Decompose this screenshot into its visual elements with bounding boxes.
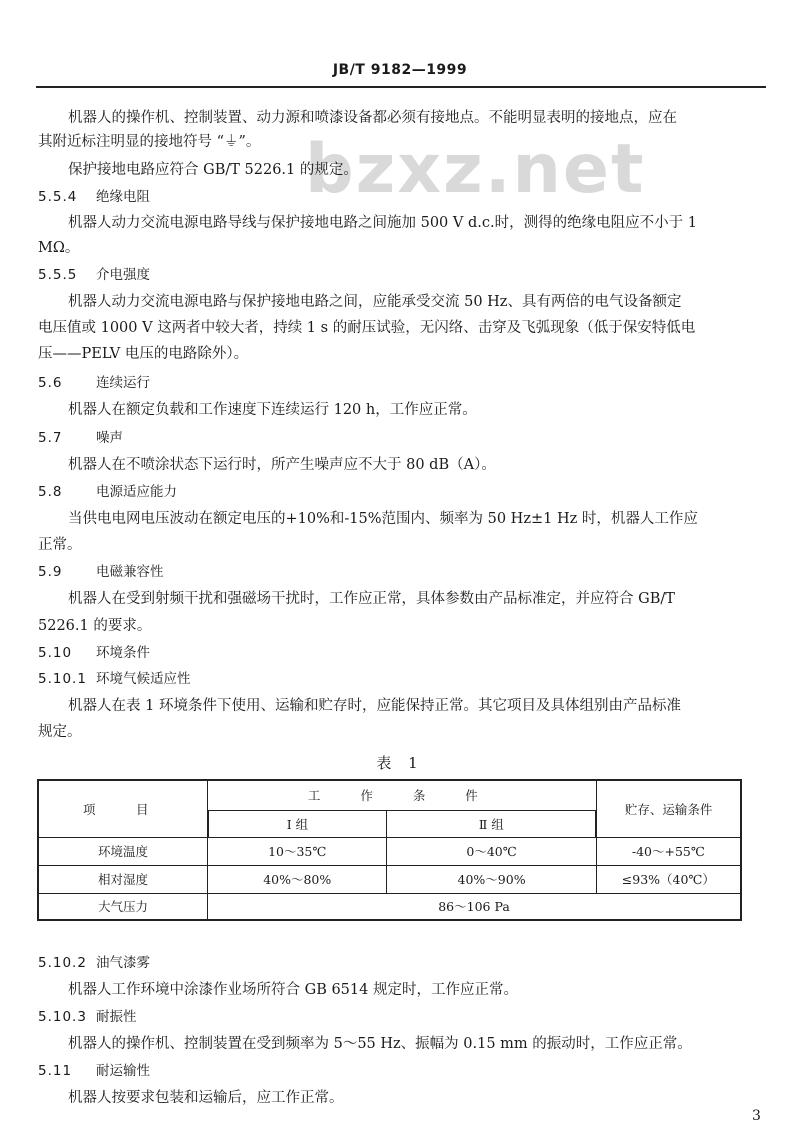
section-text: 机器人动力交流电源电路导线与保护接地电路之间施加 500 V d.c.时，测得的绝缘电阻应不小于 1: [68, 215, 697, 231]
section-number: 5.10.3: [38, 1009, 87, 1025]
watermark: bzxz.net: [305, 130, 646, 209]
section-heading-5-10-1: [38, 669, 191, 689]
standard-id-header: JB/T 9182—1999: [332, 62, 468, 78]
section-number: 5.7: [38, 430, 63, 446]
table-row: [38, 837, 741, 865]
section-number: 5.10.2: [38, 955, 87, 971]
paragraph-protective-ground: 保护接地电路应符合 GB/T 5226.1 的规定。: [68, 162, 358, 178]
table-header-storage-transport: 贮存、运输条件: [596, 780, 741, 837]
section-title: 耐振性: [96, 1009, 137, 1025]
section-title: 绝缘电阻: [96, 189, 150, 205]
section-heading-5-8: [38, 482, 177, 502]
section-heading-5-5-5: [38, 265, 150, 285]
paragraph-grounding-line1: 机器人的操作机、控制装置、动力源和喷漆设备都必须有接地点。不能明显表明的接地点，应在: [68, 110, 677, 126]
table-header-group-2: Ⅱ 组: [387, 810, 596, 837]
section-number: 5.5.5: [38, 267, 78, 283]
section-title: 油气漆雾: [96, 955, 150, 971]
section-number: 5.5.4: [38, 189, 78, 205]
table-cell: 40%～90%: [387, 865, 596, 893]
table-header-item: 项 目: [38, 780, 208, 837]
section-text: 正常。: [38, 537, 82, 553]
section-text: 机器人动力交流电源电路与保护接地电路之间，应能承受交流 50 Hz、具有两倍的电气设备额定: [68, 294, 682, 310]
table-cell: -40～+55℃: [596, 837, 741, 865]
section-number: 5.11: [38, 1063, 73, 1079]
table-header-working-conditions: 工 作 条 件: [208, 780, 597, 810]
section-heading-5-10-3: [38, 1007, 137, 1027]
section-heading-5-5-4: [38, 187, 150, 207]
section-text: 压——PELV 电压的电路除外）。: [38, 346, 249, 362]
section-heading-5-11: [38, 1061, 150, 1081]
table-row: [38, 893, 741, 920]
section-text: 机器人在表 1 环境条件下使用、运输和贮存时，应能保持正常。其它项目及具体组别由产品标准: [68, 698, 681, 714]
header-rule: [36, 86, 766, 88]
section-text: 机器人在受到射频干扰和强磁场干扰时，工作应正常，具体参数由产品标准定，并应符合 GB/T: [68, 591, 675, 607]
section-number: 5.10.1: [38, 671, 87, 687]
paragraph-grounding-line2: 其附近标注明显的接地符号 “⏚”。: [38, 134, 261, 150]
section-text: 机器人在不喷涂状态下运行时，所产生噪声应不大于 80 dB（A）。: [68, 457, 496, 473]
table-caption: 表 1: [376, 754, 424, 772]
section-number: 5.6: [38, 375, 63, 391]
section-number: 5.9: [38, 564, 63, 580]
table-header-group-1: Ⅰ 组: [208, 810, 387, 837]
section-text: 5226.1 的要求。: [38, 618, 152, 634]
table-cell-label: 大气压力: [38, 893, 208, 920]
section-title: 环境气候适应性: [96, 671, 191, 687]
section-title: 连续运行: [96, 375, 150, 391]
table-cell: 40%～80%: [208, 865, 387, 893]
section-heading-5-10: [38, 643, 150, 663]
section-number: 5.8: [38, 484, 63, 500]
section-title: 环境条件: [96, 645, 150, 661]
section-text: 电压值或 1000 V 这两者中较大者，持续 1 s 的耐压试验，无闪络、击穿及飞弧现象（低于保安特低电: [38, 320, 696, 336]
table-row: [38, 865, 741, 893]
section-text: 机器人按要求包装和运输后，应工作正常。: [68, 1090, 344, 1106]
section-text: 规定。: [38, 724, 82, 740]
section-text: 机器人在额定负载和工作速度下连续运行 120 h，工作应正常。: [68, 402, 477, 418]
section-title: 电源适应能力: [96, 484, 177, 500]
section-heading-5-7: [38, 428, 123, 448]
table-cell-label: 相对湿度: [38, 865, 208, 893]
section-title: 电磁兼容性: [96, 564, 164, 580]
section-heading-5-10-2: [38, 953, 150, 973]
table-cell-merged: 86～106 Pa: [208, 893, 741, 920]
section-title: 耐运输性: [96, 1063, 150, 1079]
section-text: 机器人工作环境中涂漆作业场所符合 GB 6514 规定时，工作应正常。: [68, 982, 518, 998]
environment-conditions-table: [37, 779, 742, 921]
table-cell: ≤93%（40℃）: [596, 865, 741, 893]
table-cell: 0～40℃: [387, 837, 596, 865]
section-text: 当供电电网电压波动在额定电压的+10%和-15%范围内、频率为 50 Hz±1 Hz 时，机器人工作应: [68, 511, 698, 527]
page-number: 3: [752, 1108, 761, 1124]
section-text: MΩ。: [38, 240, 80, 256]
table-cell-label: 环境温度: [38, 837, 208, 865]
section-heading-5-9: [38, 562, 164, 582]
section-number: 5.10: [38, 645, 73, 661]
section-heading-5-6: [38, 373, 150, 393]
section-text: 机器人的操作机、控制装置在受到频率为 5～55 Hz、振幅为 0.15 mm 的振动时，工作应正常。: [68, 1036, 692, 1052]
section-title: 介电强度: [96, 267, 150, 283]
table-cell: 10～35℃: [208, 837, 387, 865]
section-title: 噪声: [96, 430, 123, 446]
